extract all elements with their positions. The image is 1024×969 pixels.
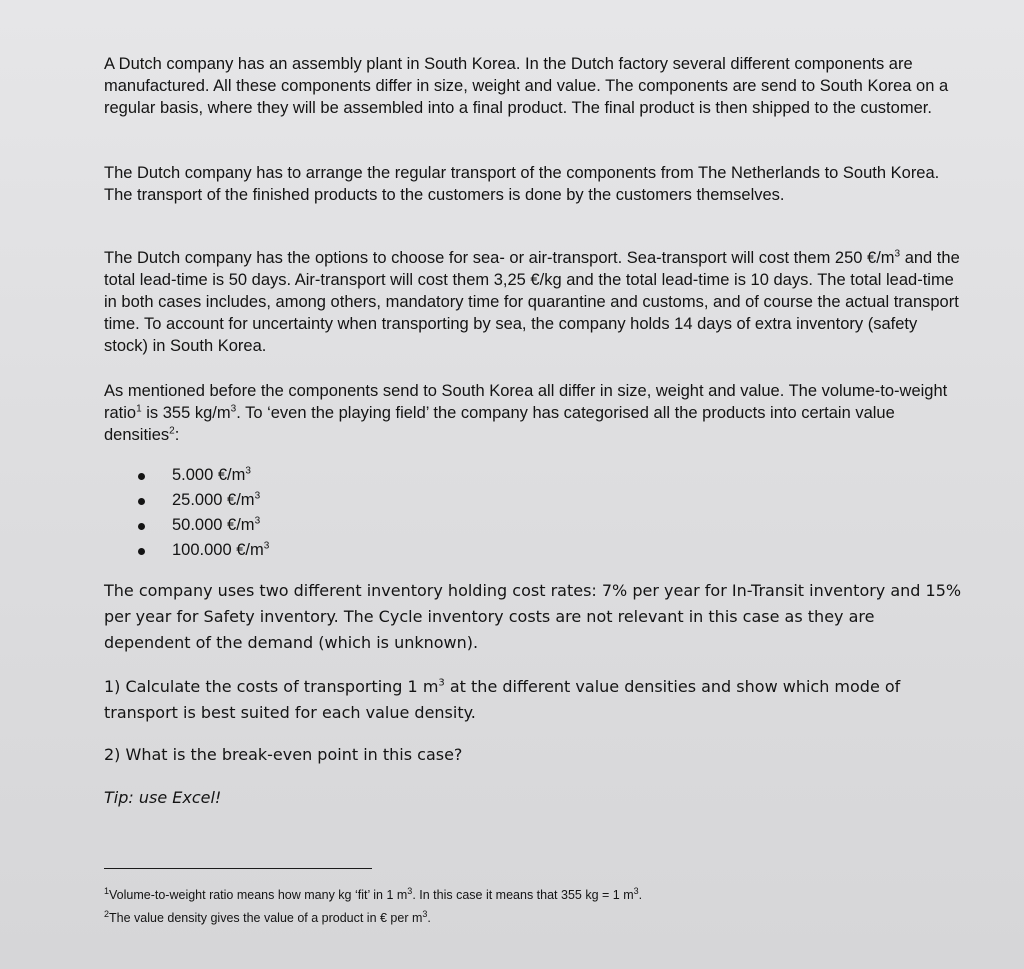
footnote-2: $^2$The value density gives the value of a product in € per $m^3$. <box>104 908 431 925</box>
list-item: 25.000 $€/m^3$ <box>138 488 269 513</box>
bullet-icon <box>138 498 145 505</box>
holding-cost-paragraph: The company uses two different inventory holding cost rates: 7% per year for In-Transit inventory and 15% per year for Safety inventory. The Cycle inventory costs are not relevant in this case as they are dependent of the demand (which is unknown). <box>104 581 962 652</box>
footnote-1: $^1$Volume-to-weight ratio means how many kg ‘fit’ in 1 $m^3$. In this case it means that 355 kg = 1 $m^3$. <box>104 885 643 902</box>
value-density-list <box>138 463 269 563</box>
list-item: 100.000 $€/m^3$ <box>138 538 269 563</box>
value-density-paragraph: As mentioned before the components send to South Korea all differ in size, weight and value. The volume-to-weight ratio$^1$ is 355 $kg/m^3$. To ‘even the playing field’ the company has categorised all the products into certain value densities$^2$: <box>104 382 948 444</box>
question-2: 2) What is the break-even point in this case? <box>104 745 463 764</box>
bullet-icon <box>138 523 145 530</box>
list-item: 5.000 $€/m^3$ <box>138 463 269 488</box>
tip-text: Tip: use Excel! <box>104 788 222 807</box>
bullet-icon <box>138 548 145 555</box>
bullet-icon <box>138 473 145 480</box>
options-paragraph: The Dutch company has the options to choose for sea- or air-transport. Sea-transport will cost them 250 $€/m^3$ and the total lead-time is 50 days. Air-transport will cost them 3,25 €/kg and the total lead-time is 10 days. The total lead-time in both cases includes, among others, mandatory time for quarantine and customs, and of course the actual transport time. To account for uncertainty when transporting by sea, the company holds 14 days of extra inventory (safety stock) in South Korea. <box>104 248 960 355</box>
question-1: 1) Calculate the costs of transporting 1 $m^3$ at the different value densities and show which mode of transport is best suited for each value density. <box>104 677 901 722</box>
transport-paragraph: The Dutch company has to arrange the regular transport of the components from The Netherlands to South Korea. The transport of the finished products to the customers is done by the customers themselves. <box>104 164 940 204</box>
list-item: 50.000 $€/m^3$ <box>138 513 269 538</box>
footnote-divider <box>104 868 372 869</box>
intro-paragraph: A Dutch company has an assembly plant in South Korea. In the Dutch factory several different components are manufactured. All these components differ in size, weight and value. The components are send to South Korea on a regular basis, where they will be assembled into a final product. The final product is then shipped to the customer. <box>104 55 949 117</box>
